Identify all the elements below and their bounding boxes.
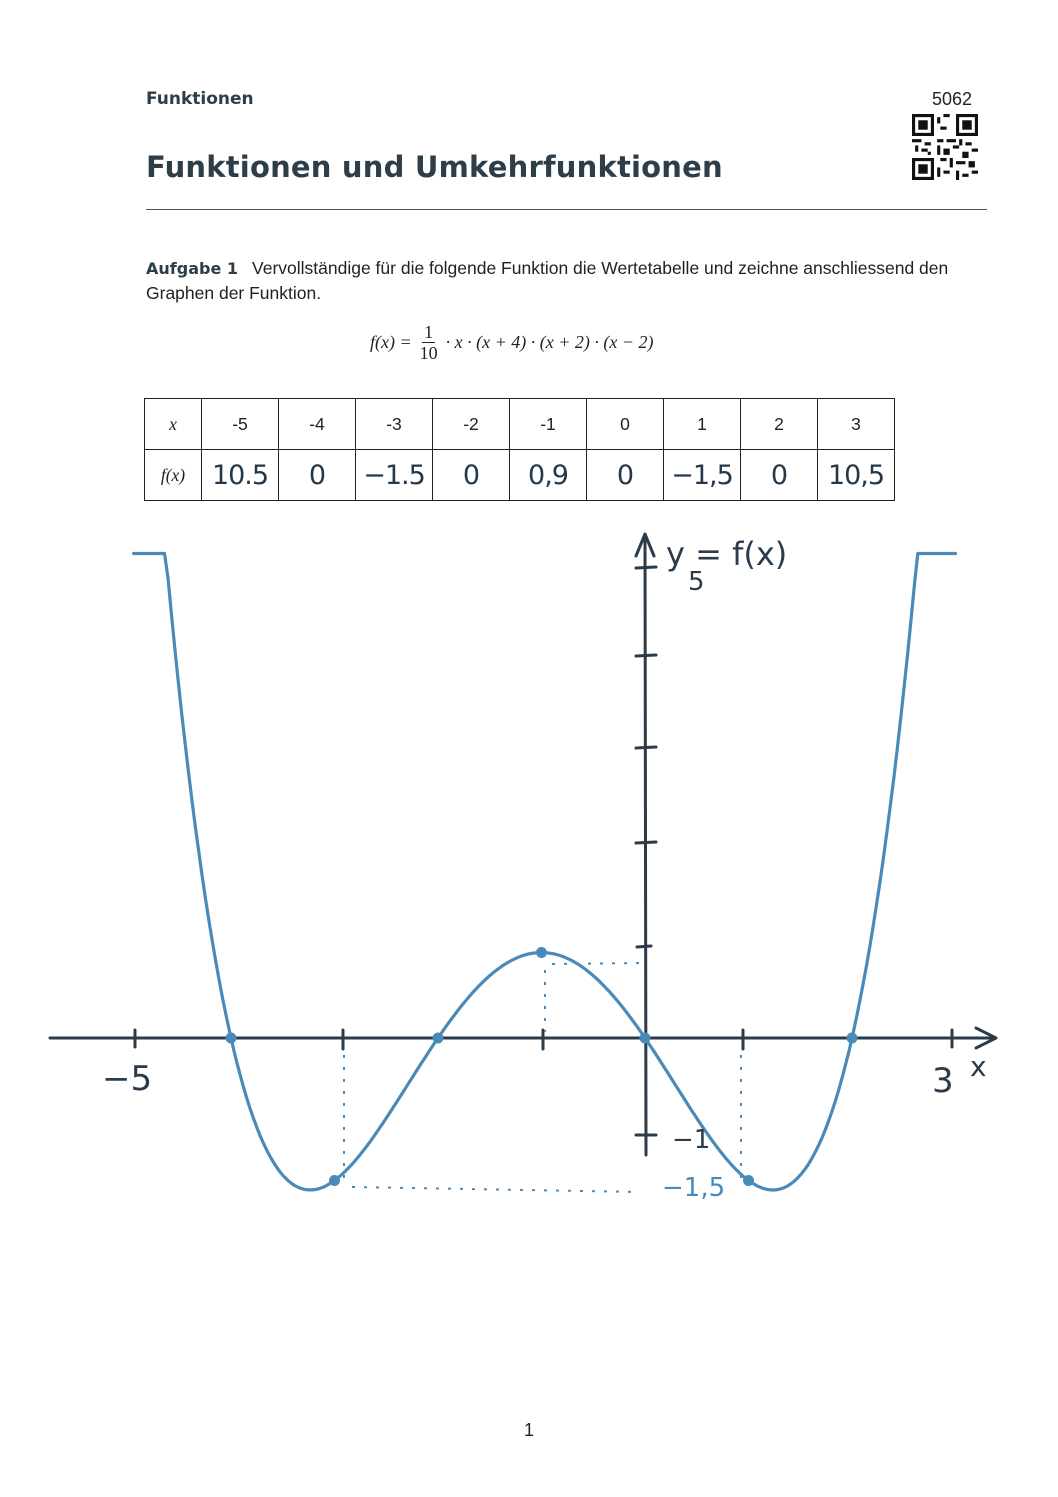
x-cell: 3 <box>818 399 895 450</box>
document-id: 5062 <box>932 89 973 109</box>
fx-cell: 0 <box>741 450 818 501</box>
x-cell: 2 <box>741 399 818 450</box>
function-curve <box>134 554 956 1191</box>
helper-lines <box>344 963 741 1192</box>
x-cell: -1 <box>510 399 587 450</box>
formula-rhs: · x · (x + 4) · (x + 2) · (x − 2) <box>445 331 654 352</box>
curve-point <box>329 1175 340 1186</box>
formula-lhs: f(x) = <box>370 331 412 352</box>
curve-point <box>433 1033 444 1044</box>
task-text: Vervollständige für die folgende Funktion die Wertetabelle und zeichne anschliessend den Graphen der Funktion. <box>146 258 949 303</box>
curve-point <box>226 1033 237 1044</box>
x-max-label: 3 <box>932 1061 954 1101</box>
x-cell: -4 <box>279 399 356 450</box>
x-cell: 0 <box>587 399 664 450</box>
neg-one-five-label: −1,5 <box>662 1173 726 1203</box>
x-cell: -2 <box>433 399 510 450</box>
curve-point <box>743 1175 754 1186</box>
section-label: Funktionen <box>146 89 254 109</box>
fx-cell: 0 <box>279 450 356 501</box>
y-tick-label: 5 <box>688 567 705 597</box>
x-cell: 1 <box>664 399 741 450</box>
fx-cell: −1,5 <box>664 450 741 501</box>
fx-cell: 0,9 <box>510 450 587 501</box>
y-axis <box>645 535 646 1155</box>
y-axis-label: y = f(x) <box>666 535 788 573</box>
page-title: Funktionen und Umkehrfunktionen <box>146 150 723 184</box>
fx-cell: 0 <box>587 450 664 501</box>
formula-numerator: 1 <box>424 321 434 342</box>
row-label-x: x <box>145 399 202 450</box>
curve-point <box>847 1033 858 1044</box>
x-min-label: −5 <box>102 1059 153 1099</box>
curve-point <box>640 1033 651 1044</box>
task-label: Aufgabe 1 <box>146 259 238 278</box>
formula-denominator: 10 <box>419 342 438 363</box>
fx-cell: 0 <box>433 450 510 501</box>
fx-cell: 10.5 <box>202 450 279 501</box>
x-cell: -3 <box>356 399 433 450</box>
curve-point <box>536 947 547 958</box>
page-number: 1 <box>523 1420 534 1440</box>
row-label-fx: f(x) <box>145 450 202 501</box>
x-axis-label: x <box>970 1050 987 1083</box>
fx-cell: −1.5 <box>356 450 433 501</box>
x-cell: -5 <box>202 399 279 450</box>
neg-one-label: −1 <box>672 1125 711 1155</box>
fx-cell: 10,5 <box>818 450 895 501</box>
